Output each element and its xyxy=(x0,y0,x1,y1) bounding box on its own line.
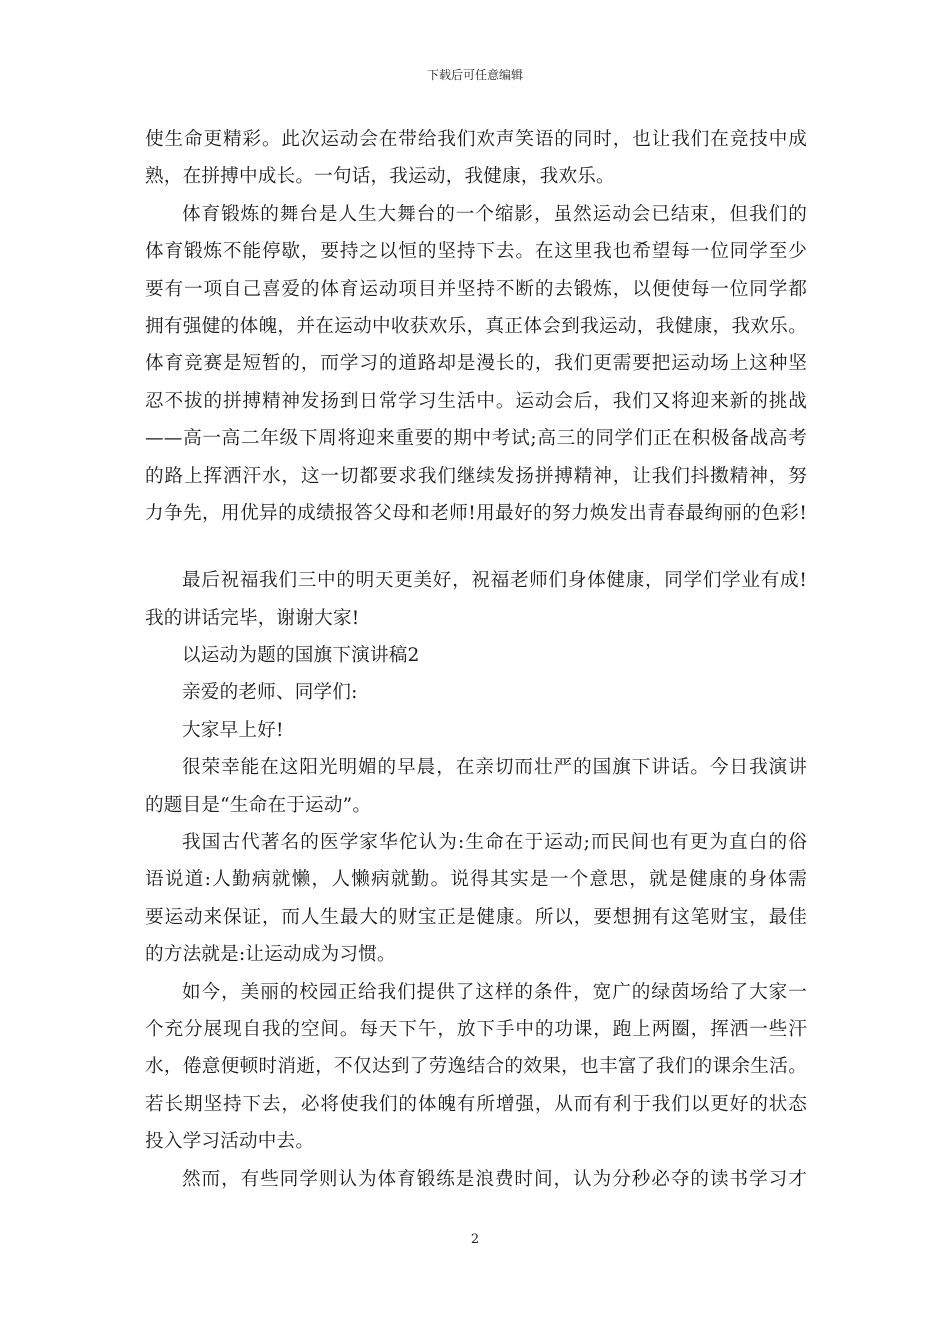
text-line: 体育锻炼的舞台是人生大舞台的一个缩影，虽然运动会已结束，但我们的 xyxy=(182,203,807,225)
text-line: 如今，美丽的校园正给我们提供了这样的条件，宽广的绿茵场给了大家一 xyxy=(182,981,807,1003)
text-line: 个充分展现自我的空间。每天下午，放下手中的功课，跑上两圈，挥洒一些汗 xyxy=(145,1018,807,1040)
text-line: 拥有强健的体魄，并在运动中收获欢乐，真正体会到我运动，我健康，我欢乐。 xyxy=(145,315,807,337)
text-line: 体育竞赛是短暂的，而学习的道路却是漫长的，我们更需要把运动场上这种坚 xyxy=(145,353,807,375)
blank-line xyxy=(145,532,807,562)
text-line: 若长期坚持下去，必将使我们的体魄有所增强，从而有利于我们以更好的状态 xyxy=(145,1093,807,1115)
text-line: 的路上挥洒汗水，这一切都要求我们继续发扬拼搏精神，让我们抖擞精神，努 xyxy=(145,465,807,487)
text-line: 忍不拔的拼搏精神发扬到日常学习生活中。运动会后，我们又将迎来新的挑战 xyxy=(145,390,807,412)
text-line: 体育锻炼不能停歇，要持之以恒的坚持下去。在这里我也希望每一位同学至少 xyxy=(145,241,807,263)
page-number: 2 xyxy=(470,1232,480,1247)
text-line: 语说道:人勤病就懒，人懒病就勤。说得其实是一个意思，就是健康的身体需 xyxy=(145,869,807,891)
document-body xyxy=(145,121,807,1198)
text-line: 投入学习活动中去。 xyxy=(145,1131,315,1153)
text-line: 以运动为题的国旗下演讲稿2 xyxy=(182,645,420,667)
text-line: 的题目是“生命在于运动”。 xyxy=(145,794,372,816)
text-line: 要有一项自己喜爱的体育运动项目并坚持不断的去锻炼，以便使每一位同学都 xyxy=(145,278,807,300)
text-line: 亲爱的老师、同学们: xyxy=(182,682,358,704)
text-line: 的方法就是:让运动成为习惯。 xyxy=(145,944,396,966)
text-line: 然而，有些同学则认为体育锻练是浪费时间，认为分秒必夺的读书学习才 xyxy=(182,1168,807,1190)
page-header: 下载后可任意编辑 xyxy=(426,68,523,82)
text-line: 水，倦意便顿时消逝，不仅达到了劳逸结合的效果，也丰富了我们的课余生活。 xyxy=(145,1056,807,1078)
text-line: 力争先，用优异的成绩报答父母和老师!用最好的努力焕发出青春最绚丽的色彩! xyxy=(145,502,807,524)
text-line: 使生命更精彩。此次运动会在带给我们欢声笑语的同时，也让我们在竞技中成 xyxy=(145,129,807,150)
text-line: 我国古代著名的医学家华佗认为:生命在于运动;而民间也有更为直白的俗 xyxy=(182,832,807,854)
text-line: 最后祝福我们三中的明天更美好，祝福老师们身体健康，同学们学业有成! xyxy=(182,570,807,592)
text-line: ——高一高二年级下周将迎来重要的期中考试;高三的同学们正在积极备战高考 xyxy=(145,428,807,450)
text-line: 要运动来保证，而人生最大的财宝正是健康。所以，要想拥有这笔财宝，最佳 xyxy=(145,906,807,928)
text-line: 大家早上好! xyxy=(182,719,284,741)
text-line: 很荣幸能在这阳光明媚的早晨，在亲切而壮严的国旗下讲话。今日我演讲 xyxy=(182,757,807,779)
text-line: 熟，在拼搏中成长。一句话，我运动，我健康，我欢乐。 xyxy=(145,166,615,188)
text-line: 我的讲话完毕，谢谢大家! xyxy=(145,607,360,629)
